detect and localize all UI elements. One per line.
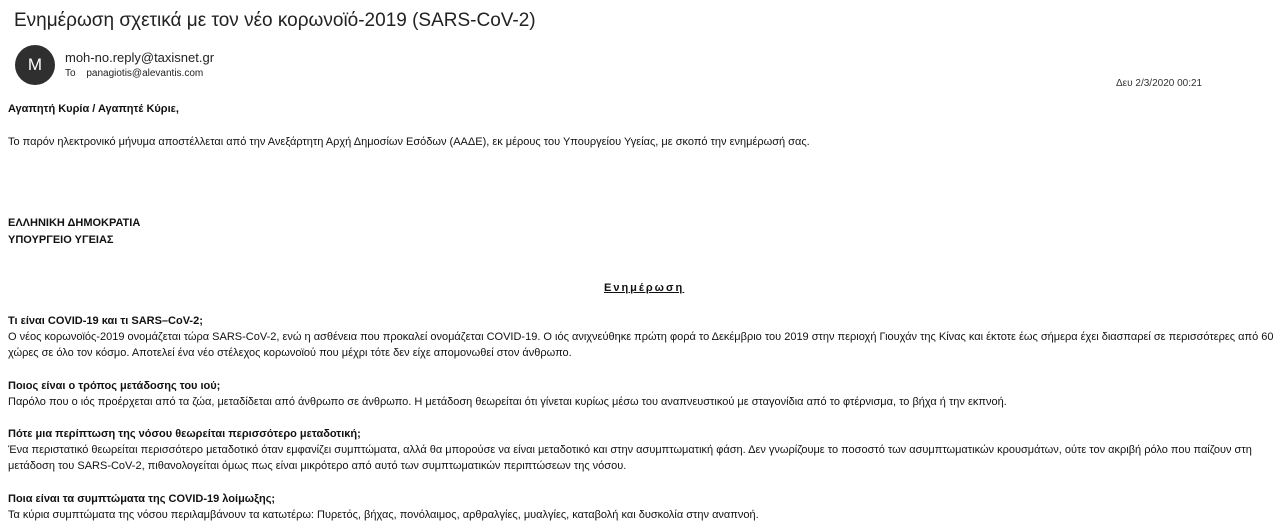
org-name: ΕΛΛΗΝΙΚΗ ΔΗΜΟΚΡΑΤΙΑ (8, 217, 141, 229)
section-answer-1: Ο νέος κορωνοϊός-2019 ονομάζεται τώρα SARS-CoV-2, ενώ η ασθένεια που προκαλεί ονομάζεται COVID-19. Ο ιός ανιχνεύθηκε πρώτη φορά το Δεκέμβριο του 2019 στην περιοχή Γιουχάν της Κίνας και έκτοτε έως σήμερα έχει διασπαρεί σε περισσότερες από 60 χώρες σε όλο τον κόσμο. Αποτελεί ένα νέο στέλεχος κορωνοϊού που μέχρι τότε δεν είχε απομονωθεί στον άνθρωπο. (8, 331, 1274, 359)
recipient-address[interactable]: panagiotis@alevantis.com (86, 68, 204, 79)
section-answer-3: Ένα περιστατικό θεωρείται περισσότερο μεταδοτικό όταν εμφανίζει συμπτώματα, αλλά θα μπορούσε να είναι μεταδοτικό και στην ασυμπτωματική φάση. Δεν γνωρίζουμε το ποσοστό των ασυμπτωματικών κρουσμάτων, ούτε τον ακριβή ρόλο που παίζουν στη μετάδοση του SARS-CoV-2, πιθανολογείται όμως πως είναι μικρότερο από αυτό των συμπτωματικών περιπτώσεων της νόσου. (8, 444, 1252, 472)
section-heading: Ενημέρωση (604, 282, 685, 294)
sender-address[interactable]: moh-no.reply@taxisnet.gr (65, 50, 215, 65)
section-answer-4: Τα κύρια συμπτώματα της νόσου περιλαμβάνουν τα κατωτέρω: Πυρετός, βήχας, πονόλαιμος, αρθραλγίες, μυαλγίες, καταβολή και δυσκολία στην αναπνοή. (8, 509, 759, 521)
ministry-name: ΥΠΟΥΡΓΕΙΟ ΥΓΕΙΑΣ (8, 234, 114, 246)
greeting: Αγαπητή Κυρία / Αγαπητέ Κύριε, (8, 103, 179, 115)
sent-date: Δευ 2/3/2020 00:21 (1116, 78, 1203, 89)
section-question-4: Ποια είναι τα συμπτώματα της COVID-19 λοίμωξης; (8, 493, 276, 505)
email-subject: Ενημέρωση σχετικά με τον νέο κορωνοϊό-2019 (SARS-CoV-2) (14, 10, 536, 31)
intro-paragraph: Το παρόν ηλεκτρονικό μήνυμα αποστέλλεται από την Ανεξάρτητη Αρχή Δημοσίων Εσόδων (ΑΑΔΕ), εκ μέρους του Υπουργείου Υγείας, με σκοπό την ενημέρωσή σας. (8, 136, 810, 148)
avatar[interactable]: M (15, 45, 55, 85)
section-answer-2: Παρόλο που ο ιός προέρχεται από τα ζώα, μεταδίδεται από άνθρωπο σε άνθρωπο. Η μετάδοση θεωρείται ότι γίνεται κυρίως μέσω του αναπνευστικού με σταγονίδια από το φτέρνισμα, το βήχα ή την εκπνοή. (8, 396, 1007, 408)
to-label: To (65, 68, 76, 79)
section-question-2: Ποιος είναι ο τρόπος μετάδοσης του ιού; (8, 380, 221, 392)
recipient-row (65, 68, 203, 79)
section-question-1: Τι είναι COVID-19 και τι SARS–CoV-2; (8, 315, 203, 327)
section-question-3: Πότε μια περίπτωση της νόσου θεωρείται περισσότερο μεταδοτική; (8, 428, 361, 440)
